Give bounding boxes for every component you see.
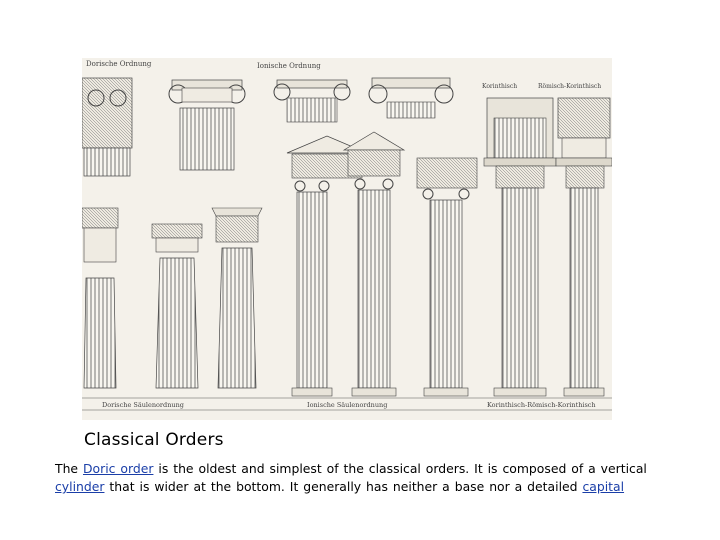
doric-column-2 (152, 224, 202, 388)
corinthian-column (484, 98, 556, 396)
doric-order-link[interactable]: Doric order (82, 461, 154, 476)
plate-label-doric: Dorische Ordnung (86, 60, 152, 68)
paragraph-text-1: The (55, 461, 83, 476)
slide-heading: Classical Orders (84, 430, 224, 450)
roman-corinthian-column (556, 98, 612, 396)
capital-link[interactable]: capital (582, 479, 625, 494)
column-orders-engraving (82, 58, 612, 420)
ionic-column-3 (417, 158, 477, 396)
plate-label-corinthian: Korinthisch (482, 83, 518, 90)
plate-label-ionic: Ionische Ordnung (257, 62, 321, 70)
plate-caption-doric: Dorische Säulenordnung (102, 401, 184, 409)
ionic-capital-detail-3 (369, 78, 453, 118)
corinthian-capital-detail (82, 78, 132, 176)
paragraph-text-3: that is wider at the bottom. It generally has neither a base nor a detailed (104, 479, 583, 494)
cylinder-link[interactable]: cylinder (55, 479, 105, 494)
doric-column-1 (82, 208, 118, 388)
doric-column-3 (212, 208, 262, 388)
plate-label-roman-corinthian: Römisch-Korinthisch (538, 83, 602, 90)
classical-orders-plate (82, 58, 612, 420)
paragraph-text-2: is the oldest and simplest of the classical orders. It is composed of a vertical (153, 461, 647, 476)
description-paragraph (55, 460, 670, 496)
ionic-capital-detail-1 (169, 80, 245, 170)
plate-caption-ionic: Ionische Säulenordnung (307, 401, 388, 409)
ionic-capital-detail-2 (274, 80, 350, 122)
plate-caption-corinthian: Korinthisch-Römisch-Korinthisch (487, 401, 596, 409)
ionic-column-2 (344, 132, 404, 396)
